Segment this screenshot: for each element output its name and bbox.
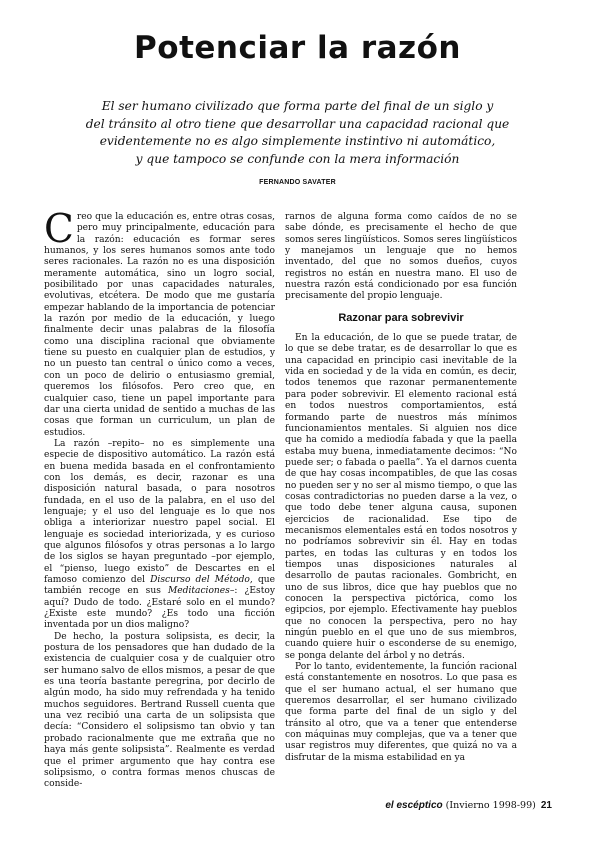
article-author: FERNANDO SAVATER (259, 179, 336, 186)
article-lead (50, 98, 545, 168)
lead-line: y que tampoco se confunde con la mera información (135, 151, 460, 166)
paragraph-text: , que también recoge en sus (44, 575, 275, 597)
article-title: Potenciar la razón (134, 30, 461, 66)
paragraph-text: –: ¿Estoy aquí? Dudo de todo. ¿Estaré solo en el mundo? ¿Existe este mundo? ¿Es todo una ficción inventada por un dios maligno? (44, 586, 275, 631)
body-paragraph (44, 439, 275, 632)
page-footer (385, 800, 552, 811)
page-number: 21 (540, 800, 552, 811)
text-column-right (285, 212, 517, 764)
book-title-meditaciones: Meditaciones (167, 586, 230, 597)
paragraph-text: La razón –repito– no es simplemente una especie de dispositivo automático. La razón está en buena medida basada en el confrontamiento con los demás, es decir, razonar es una disposición natural basada, o para nosotros fundada, en el uso de la palabra, en el uso del lenguaje; y el uso del lenguaje es lo que nos obliga a interiorizar nuestro papel social. El lenguaje es sociedad interiorizada, y es curioso que algunos filósofos y otras personas a lo largo de los siglos se hayan preguntado –por ejemplo, el “pienso, luego existo” de Descartes en el famoso comienzo del (44, 438, 275, 585)
section-heading: Razonar para sobrevivir (338, 311, 464, 324)
lead-line: del tránsito al otro tiene que desarrollar una capacidad racional que (85, 116, 510, 131)
text-column-left (44, 207, 275, 791)
paragraph-text: reo que la educación es, entre otras cosas, pero muy principalmente, educación para la razón: educación es formar seres humanos, y los seres humanos somos ante todo seres racionales. La razón no es una disposición meramente automática, sino un logro social, posibilitado por unas capacidades naturales, evolutivas, etcétera. De modo que me gustaría empezar hablando de la importancia de potenciar la razón por medio de la educación, y luego finalmente decir unas palabras de la filosofía como una disciplina racional que obviamente tiene su puesto en cualquier plan de estudios, y no un puesto tan central o único como a veces, con un poco de delirio o entusiasmo gremial, queremos los filósofos. Pero creo que, en cualquier caso, tiene un papel importante para dar una cierta unidad de sentido a muchas de las cosas que forman un curriculum, un plan de estudios. (44, 212, 275, 438)
body-paragraph: En la educación, de lo que se puede tratar, de lo que se debe tratar, es de desarrollar lo que es una capacidad en principio casi inevitable de la vida en sociedad y de la vida en común, es decir, todos tenemos que razonar permanentemente para poder sobrevivir. El elemento racional está en todos nuestros comportamientos, está formando parte de nuestros más mínimos funcionamientos mentales. Si alguien nos dice que ha comido a mediodía fabada y que la paella estaba muy buena, inmediatamente decimos: “No puede ser; o fabada o paella”. Ya el darnos cuenta de que hay cosas incompatibles, de que las cosas no pueden ser y no ser al mismo tiempo, o que las cosas contradictorias no pueden darse a la vez, o que todo debe tener alguna causa, suponen ejercicios de racionalidad. Ese tipo de mecanismos elementales está en todos nosotros y no podríamos sobrevivir sin él. Hay en todas partes, en todas las culturas y en todos los tiempos unas disposiciones naturales al desarrollo de pautas racionales. Gombricht, en uno de sus libros, dice que hay pueblos que no conocen la perspectiva pictórica, como los egipcios, por ejemplo. Efectivamente hay pueblos que no conocen la perspectiva, pero no hay ningún pueblo en el que uno de sus miembros, cuando quiere huir o esconderse de su enemigo, se ponga delante del árbol y no detrás. (285, 333, 517, 661)
body-paragraph (44, 207, 275, 439)
lead-line: El ser humano civilizado que forma parte del final de un siglo y (101, 99, 494, 113)
magazine-name: el escéptico (385, 800, 443, 811)
drop-cap: C (44, 207, 74, 252)
book-title-discurso: Discurso del Método (150, 575, 250, 585)
issue-label: (Invierno 1998-99) (445, 800, 536, 811)
body-paragraph: Por lo tanto, evidentemente, la función racional está constantemente en nosotros. Lo que pasa es que el ser humano actual, el ser humano que queremos desarrollar, el ser humano civilizado que forma parte del final de un siglo y del tránsito al otro, que va a tener que entenderse con máquinas muy complejas, que va a tener que usar registros muy diferentes, que quizá no va a disfrutar de la misma estabilidad en ya (285, 662, 517, 763)
lead-line: evidentemente no es algo simplemente instintivo ni automático, (99, 134, 496, 148)
body-paragraph-continued: rarnos de alguna forma como caídos de no se sabe dónde, es precisamente el hecho de que somos seres lingüísticos. Somos seres lingüísticos y manejamos un lenguaje que no hemos inventado, del que no somos dueños, cuyos registros no están en nuestra mano. El uso de nuestra razón está condicionado por esa función precisamente del propio lenguaje. (285, 212, 517, 302)
body-paragraph: De hecho, la postura solipsista, es decir, la postura de los pensadores que han dudado de la existencia de cualquier cosa y de cualquier otro ser humano salvo de ellos mismos, a pesar de que es una teoría bastante peregrina, por decirlo de algún modo, ha sido muy refrendada y ha tenido muchos seguidores. Bertrand Russell cuenta que una vez recibió una carta de un solipsista que decía: “Considero el solipsismo tan obvio y tan probado racionalmente que me extraña que no haya más gente solipsista”. Realmente es verdad que el primer argumento que hay contra ese solipsismo, o contra formas menos chuscas de conside- (44, 631, 275, 790)
